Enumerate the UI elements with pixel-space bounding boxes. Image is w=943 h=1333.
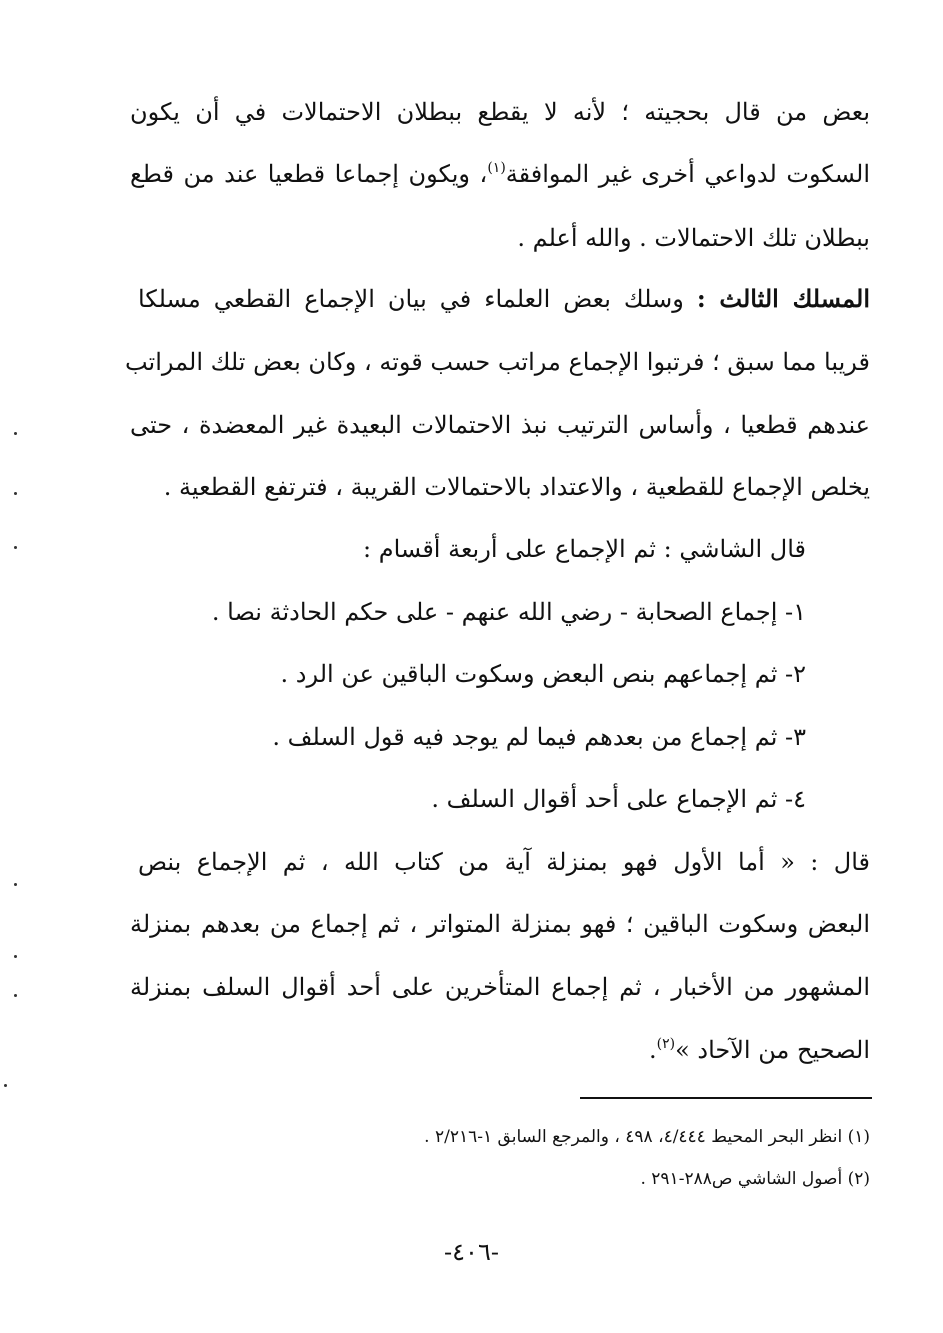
scan-speck <box>14 883 17 886</box>
body-line-1 <box>130 96 870 128</box>
scan-speck <box>14 492 17 495</box>
body-line-16 <box>130 1034 870 1070</box>
line-text-before: السكوت لدواعي أخرى غير الموافقة <box>505 160 870 188</box>
scan-speck <box>4 1084 7 1087</box>
scan-speck <box>14 432 17 435</box>
line-text-before: الصحيح من الآحاد » <box>675 1036 870 1064</box>
line-text: قال الشاشي : ثم الإجماع على أربعة أقسام : <box>363 535 806 563</box>
list-item-2 <box>130 658 806 690</box>
body-line-3 <box>130 222 870 254</box>
list-item-4 <box>130 783 806 815</box>
footnote-text: (٢) أصول الشاشي ص٢٨٨-٢٩١ . <box>640 1169 870 1189</box>
list-item-text: ٤- ثم الإجماع على أحد أقوال السلف . <box>431 785 806 813</box>
body-line-8 <box>130 533 806 565</box>
body-line-2 <box>130 158 870 194</box>
footnote-text: (١) انظر البحر المحيط ٤/٤٤٤، ٤٩٨ ، والمرجع السابق ١-٢/٢١٦ . <box>424 1127 870 1147</box>
line-text: عندهم قطعيا ، وأساس الترتيب نبذ الاحتمالات البعيدة غير المعضدة ، حتى <box>130 411 871 439</box>
line-text: ببطلان تلك الاحتمالات . والله أعلم . <box>517 224 870 252</box>
list-item-text: ٢- ثم إجماعهم بنص البعض وسكوت الباقين عن الرد . <box>280 660 806 688</box>
footnote-divider <box>580 1097 872 1099</box>
section-heading: المسلك الثالث : <box>696 284 870 313</box>
body-line-5 <box>124 346 870 378</box>
page-number: -٤٠٦- <box>444 1238 499 1266</box>
line-text-after: . <box>648 1036 657 1064</box>
line-text: قال : « أما الأول فهو بمنزلة آية من كتاب الله ، ثم الإجماع بنص <box>138 848 871 876</box>
line-text: المشهور من الأخبار ، ثم إجماع المتأخرين على أحد أقوال السلف بمنزلة <box>130 973 870 1001</box>
list-item-3 <box>130 721 806 753</box>
line-text: وسلك بعض العلماء في بيان الإجماع القطعي مسلكا <box>138 285 697 313</box>
line-text: قريبا مما سبق ؛ فرتبوا الإجماع مراتب حسب قوته ، وكان بعض تلك المراتب <box>124 348 870 376</box>
scan-speck <box>14 994 17 997</box>
line-text: بعض من قال بحجيته ؛ لأنه لا يقطع ببطلان الاحتمالات في أن يكون <box>130 98 870 126</box>
body-line-13 <box>138 846 870 878</box>
footnote-ref-2[interactable]: (٢) <box>656 1036 676 1052</box>
list-item-text: ٣- ثم إجماع من بعدهم فيما لم يوجد فيه قول السلف . <box>272 723 806 751</box>
footnote-ref-1[interactable]: (١) <box>487 160 506 176</box>
line-text: البعض وسكوت الباقين ؛ فهو بمنزلة المتواتر ، ثم إجماع من بعدهم بمنزلة <box>130 910 870 938</box>
body-line-4 <box>138 283 870 315</box>
body-line-14 <box>130 908 870 940</box>
scan-speck <box>14 546 17 549</box>
list-item-1 <box>130 596 806 628</box>
list-item-text: ١- إجماع الصحابة - رضي الله عنهم - على حكم الحادثة نصا . <box>211 598 806 626</box>
footnote-1 <box>130 1125 870 1149</box>
body-line-15 <box>130 971 870 1003</box>
scan-speck <box>14 955 17 958</box>
footnote-2 <box>130 1167 870 1191</box>
line-text-after: ، ويكون إجماعا قطعيا عند من قطع <box>130 160 488 188</box>
body-line-6 <box>130 409 870 441</box>
line-text: يخلص الإجماع للقطعية ، والاعتداد بالاحتمالات القريبة ، فترتفع القطعية . <box>163 473 870 501</box>
body-line-7 <box>130 471 870 503</box>
